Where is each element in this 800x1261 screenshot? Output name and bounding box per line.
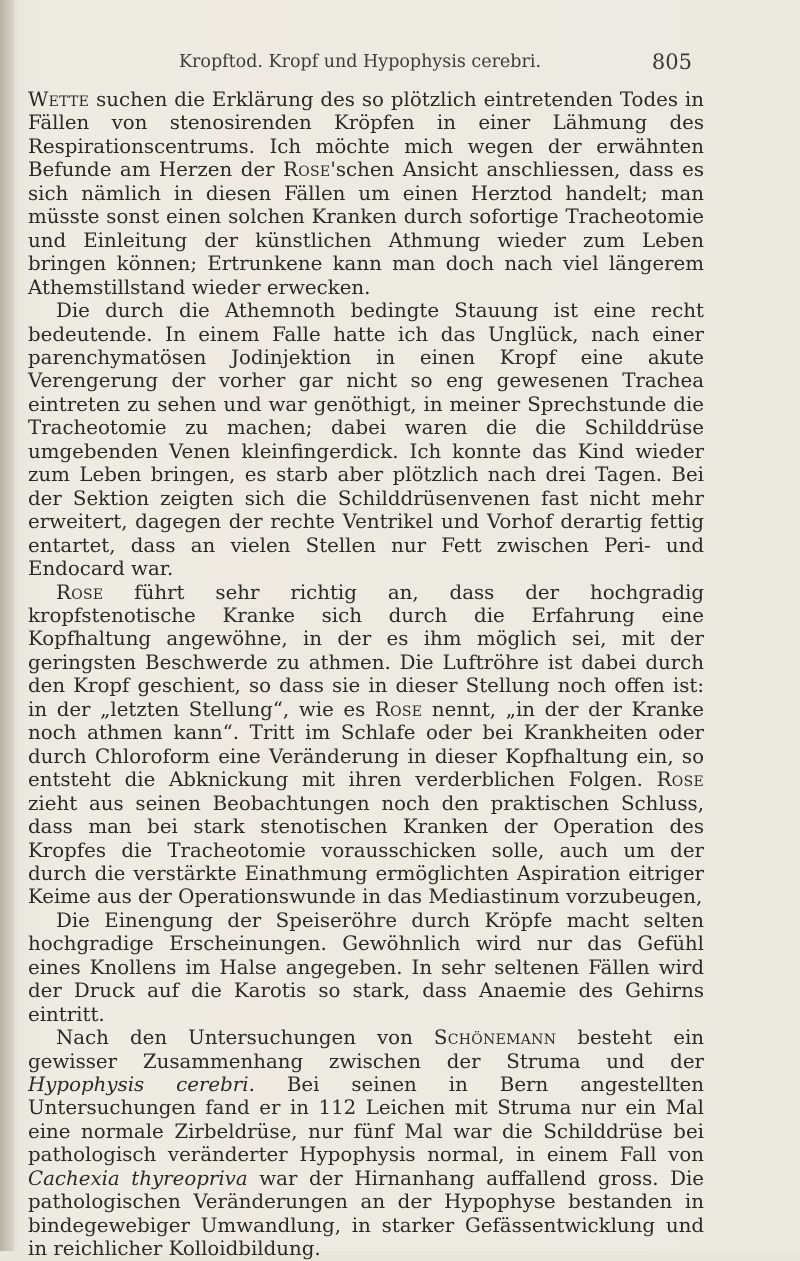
italic-term: Cachexia thyreopriva — [28, 1166, 248, 1190]
text-run: Bei seinen in Bern angestellten Untersuchungen fand er in 112 Leichen mit Struma nur ein Mal eine normale Zirbeldrüse, nur fünf Mal war die Schilddrüse bei pathologisch veränderter Hypophysis normal, in einem Fall von — [28, 1073, 704, 1167]
paragraph-3 — [28, 581, 704, 909]
author-name: Rose — [656, 768, 704, 792]
text-run: nennt, „in der der Kranke noch athmen kann“. Tritt im Schlafe oder bei Krankheiten oder durch Chloroform eine Veränderung in dieser Kopfhaltung ein, so entsteht die Abknickung mit ihren verderblichen Folgen. — [28, 697, 704, 792]
running-header: Kropftod. Kropf und Hypophysis cerebri. — [178, 52, 542, 72]
author-name: Schönemann — [433, 1026, 557, 1050]
paragraph-4 — [28, 909, 704, 1026]
paragraph-2 — [28, 299, 704, 580]
text-run: suchen die Erklärung des so plötzlich eintretenden Todes in Fällen von stenosirenden Kröpfen in einer Lähmung des Respirationscentrums. Ich möchte mich wegen der erwähnten Befunde am Herzen der — [28, 88, 704, 182]
author-name: Wette — [28, 88, 90, 111]
text-run: Nach den Untersuchungen von — [56, 1026, 434, 1050]
text-run: führt sehr richtig an, dass der hochgradig kropfstenotische Kranke sich durch die Erfahrung eine Kopfhaltung angewöhne, in der es ihm möglich sei, mit der geringsten Beschwerde zu athmen. Die Luftröhre ist dabei durch den Kropf geschient, so dass sie in dieser Stellung noch offen ist: in der „letzten Stellung“, wie es — [28, 580, 704, 721]
italic-term: Hypophysis cerebri. — [28, 1073, 255, 1097]
text-run: war der Hirnanhang auffallend gross. Die pathologischen Veränderungen an der Hypophyse bestanden in bindegewebiger Umwandlung, in starker Gefässentwicklung und in reichlicher Kolloidbildung. — [28, 1166, 704, 1261]
author-name: Rose — [283, 158, 331, 182]
paragraph-1 — [28, 88, 704, 299]
text-run: besteht ein gewisser Zusammenhang zwischen der Struma und der — [28, 1026, 705, 1073]
page-number: 805 — [651, 50, 692, 74]
body-text — [28, 88, 704, 1261]
page-gutter-shadow — [0, 0, 14, 1251]
text-run: 'schen Ansicht anschliessen, dass es sich nämlich in diesen Fällen um einen Herztod handelt; man müsste sonst einen solchen Kranken durch sofortige Tracheotomie und Einleitung der künstlichen Athmung wieder zum Leben bringen können; Ertrunkene kann man doch nach viel längerem Athemstillstand wieder erwecken. — [28, 158, 704, 299]
author-name: Rose — [374, 697, 423, 721]
text-run: Die durch die Athemnoth bedingte Stauung ist eine recht bedeutende. In einem Falle hatte ich das Unglück, nach einer parenchymatösen Jodinjektion in einen Kropf eine akute Verengerung der vorher gar nicht so eng gewesenen Trachea eintreten zu sehen und war genöthigt, in meiner Sprechstunde die Tracheotomie zu machen; dabei waren die die Schilddrüse umgebenden Venen kleinfingerdick. Ich konnte das Kind wieder zum Leben bringen, es starb aber plötzlich nach drei Tagen. Bei der Sektion zeigten sich die Schilddrüsenvenen fast nicht mehr erweitert, dagegen der rechte Ventrikel und Vorhof derartig fettig entartet, dass an vielen Stellen nur Fett zwischen Peri- und Endocard war. — [28, 299, 704, 581]
text-run: Die Einengung der Speiseröhre durch Kröpfe macht selten hochgradige Erscheinungen. Gewöhnlich wird nur das Gefühl eines Knollens im Halse angegeben. In sehr seltenen Fällen wird der Druck auf die Karotis so stark, dass Anaemie des Gehirns eintritt. — [28, 908, 704, 1026]
text-run: zieht aus seinen Beobachtungen noch den praktischen Schluss, dass man bei stark stenotischen Kranken der Operation des Kropfes die Tracheotomie vorausschicken solle, auch um der durch die verstärkte Einathmung ermöglichten Aspiration eitriger Keime aus der Operationswunde in das Mediastinum vorzubeugen, — [28, 791, 704, 909]
paragraph-5 — [28, 1026, 704, 1261]
author-name: Rose — [56, 580, 104, 604]
